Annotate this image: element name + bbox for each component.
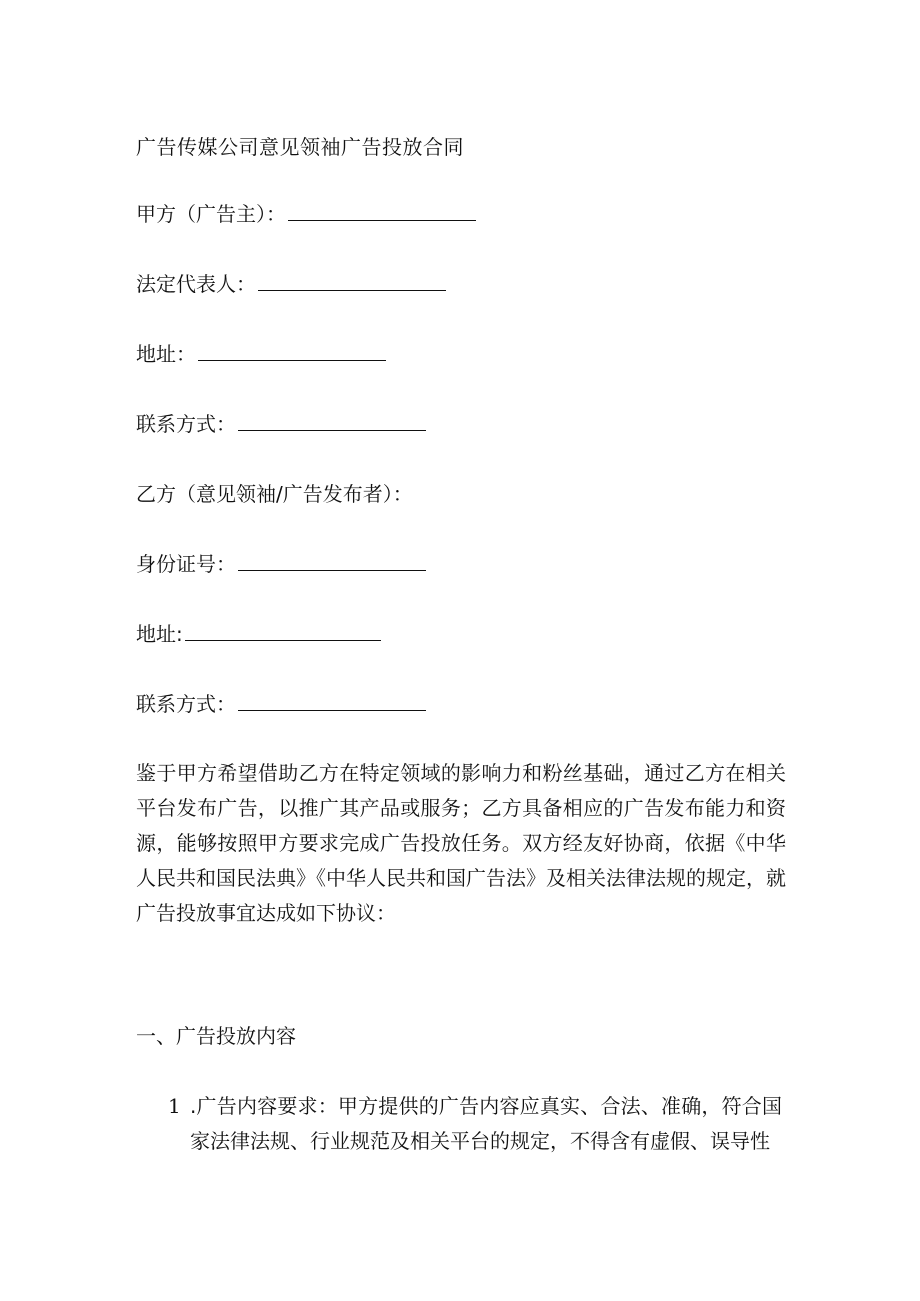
party-b-id-label: 身份证号：	[136, 552, 236, 576]
party-b-contact-field	[136, 690, 426, 718]
document-title: 广告传媒公司意见领袖广告投放合同	[136, 135, 464, 159]
party-a-label: 甲方（广告主）：	[136, 202, 286, 226]
item-text: .广告内容要求：甲方提供的广告内容应真实、合法、准确，符合国家法律法规、行业规范及相关平台的规定，不得含有虚假、误导性	[190, 1094, 782, 1153]
party-a-contact-label: 联系方式：	[136, 412, 236, 436]
party-b-label: 乙方（意见领袖/广告发布者）：	[136, 482, 413, 506]
party-a-field	[136, 200, 476, 228]
party-a-contact-blank	[238, 410, 426, 431]
party-b-address-label: 地址:	[136, 622, 183, 646]
party-b-field	[136, 480, 413, 508]
legal-rep-field	[136, 270, 446, 298]
item-number: 1	[168, 1094, 181, 1118]
legal-rep-blank	[258, 270, 446, 291]
party-a-address-blank	[198, 340, 386, 361]
party-a-address-label: 地址：	[136, 342, 196, 366]
party-b-id-field	[136, 550, 426, 578]
legal-rep-label: 法定代表人：	[136, 272, 256, 296]
section-heading: 一、广告投放内容	[136, 1024, 296, 1048]
party-a-address-field	[136, 340, 386, 368]
party-b-id-blank	[238, 550, 426, 571]
party-a-blank	[288, 200, 476, 221]
preamble-paragraph: 鉴于甲方希望借助乙方在特定领域的影响力和粉丝基础，通过乙方在相关平台发布广告，以推广其产品或服务；乙方具备相应的广告发布能力和资源，能够按照甲方要求完成广告投放任务。双方经友好协商，依据《中华人民共和国民法典》《中华人民共和国广告法》及相关法律法规的规定，就广告投放事宜达成如下协议：	[136, 761, 786, 925]
party-b-contact-blank	[238, 690, 426, 711]
party-a-contact-field	[136, 410, 426, 438]
party-b-address-blank	[185, 620, 381, 641]
party-b-contact-label: 联系方式：	[136, 692, 236, 716]
party-b-address-field	[136, 620, 381, 648]
